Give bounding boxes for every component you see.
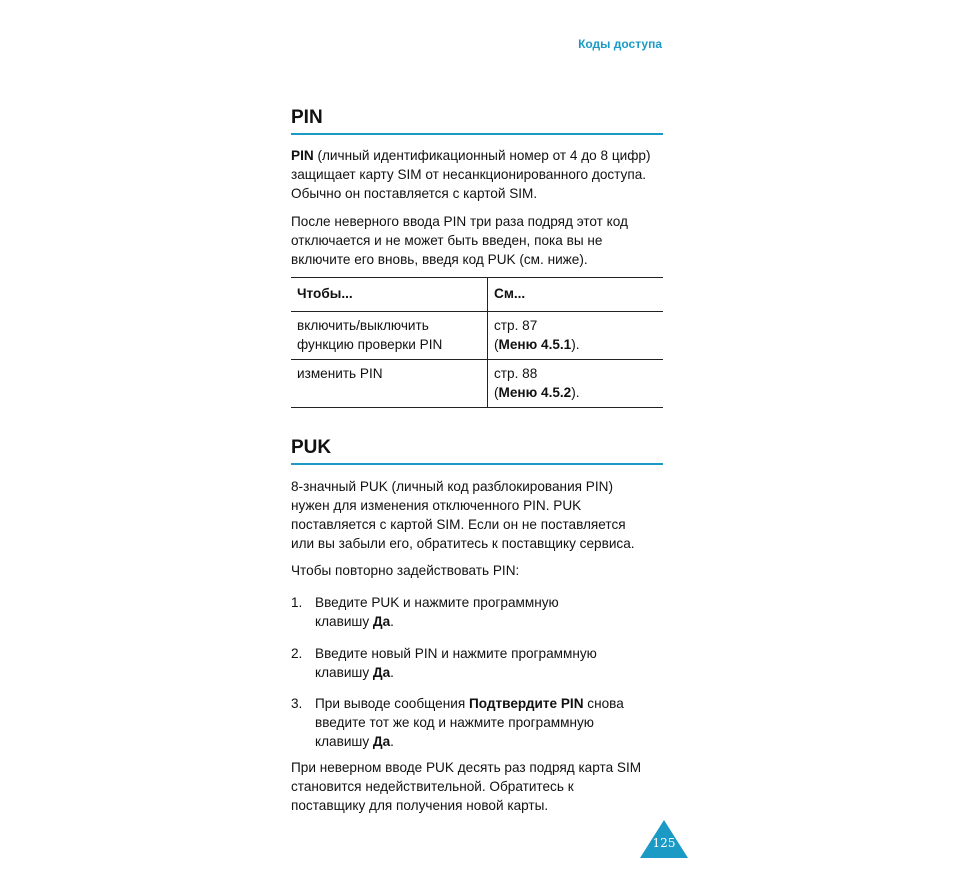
pin-p1-line-c: Обычно он поставляется с картой SIM. xyxy=(291,186,538,201)
page-number: 125 xyxy=(652,836,676,850)
step-tail: . xyxy=(390,665,394,680)
table-cell-action xyxy=(291,312,488,360)
pin-table-wrap xyxy=(291,277,663,408)
puk-p1-line: или вы забыли его, обратитесь к поставщику сервиса. xyxy=(291,536,635,551)
puk-p1-line: поставляется с картой SIM. Если он не поставляется xyxy=(291,517,626,532)
puk-heading: PUK xyxy=(291,437,663,465)
pin-paragraph-1 xyxy=(291,146,663,203)
step-message: Подтвердите PIN xyxy=(468,696,584,711)
pin-p2-line-a: После неверного ввода PIN три раза подряд этот код xyxy=(291,214,628,229)
pin-p2-line-c: включите его вновь, введя код PUK (см. ниже). xyxy=(291,252,588,267)
action-line: изменить PIN xyxy=(297,366,383,381)
step-line: При выводе сообщения xyxy=(315,696,469,711)
step-key: Да xyxy=(372,614,391,629)
table-cell-ref: стр. 88 (Меню 4.5.2). xyxy=(494,366,580,400)
puk-paragraph-2 xyxy=(291,561,663,580)
action-line: функцию проверки PIN xyxy=(297,337,443,352)
step-line: снова xyxy=(583,696,624,711)
puk-section xyxy=(291,437,663,465)
step-tail: . xyxy=(390,734,394,749)
pin-term: PIN xyxy=(291,148,314,163)
puk-paragraph-1 xyxy=(291,477,663,553)
pin-section xyxy=(291,107,663,135)
pin-table xyxy=(291,277,663,408)
table-cell-action xyxy=(291,360,488,408)
pin-p1-line-a: (личный идентификационный номер от 4 до 8 цифр) xyxy=(313,148,651,163)
list-item xyxy=(291,694,663,751)
pin-p2-line-b: отключается и не может быть введен, пока вы не xyxy=(291,233,603,248)
step-tail: . xyxy=(390,614,394,629)
puk-p3-line: поставщику для получения новой карты. xyxy=(291,798,549,813)
step-line: клавишу xyxy=(315,665,373,680)
ref-menu: Меню 4.5.2 xyxy=(498,385,572,400)
pin-heading: PIN xyxy=(291,107,663,135)
list-item xyxy=(291,593,663,631)
step-line: Введите новый PIN и нажмите программную xyxy=(315,646,597,661)
ref-page: стр. 87 xyxy=(494,318,538,333)
step-line: клавишу xyxy=(315,614,373,629)
step-number: 2. xyxy=(291,646,303,661)
step-line: клавишу xyxy=(315,734,373,749)
ref-page: стр. 88 xyxy=(494,366,538,381)
puk-p3-line: При неверном вводе PUK десять раз подряд карта SIM xyxy=(291,760,642,775)
page-number-badge xyxy=(640,820,688,858)
step-number: 1. xyxy=(291,595,303,610)
puk-p1-line: 8-значный PUK (личный код разблокирования PIN) xyxy=(291,479,613,494)
step-line: Введите PUK и нажмите программную xyxy=(315,595,559,610)
puk-paragraph-3 xyxy=(291,758,663,815)
puk-step-2-wrap xyxy=(291,644,663,682)
puk-p3-line: становится недействительной. Обратитесь к xyxy=(291,779,574,794)
puk-p1-line: нужен для изменения отключенного PIN. PUK xyxy=(291,498,582,513)
pin-p1-line-b: защищает карту SIM от несанкционированного доступа. xyxy=(291,167,647,182)
list-item xyxy=(291,644,663,682)
puk-step-3-wrap xyxy=(291,694,663,751)
step-key: Да xyxy=(372,734,391,749)
action-line: включить/выключить xyxy=(297,318,429,333)
table-header-row xyxy=(291,278,663,312)
table-row xyxy=(291,360,663,408)
ref-menu: Меню 4.5.1 xyxy=(498,337,572,352)
puk-p2: Чтобы повторно задействовать PIN: xyxy=(291,563,520,578)
step-number: 3. xyxy=(291,696,303,711)
table-cell-ref: стр. 87 (Меню 4.5.1). xyxy=(494,318,580,352)
pin-paragraph-2 xyxy=(291,212,663,269)
running-header: Коды доступа xyxy=(578,37,662,51)
table-row xyxy=(291,312,663,360)
puk-steps xyxy=(291,593,663,631)
table-header-action: Чтобы... xyxy=(291,278,488,312)
step-key: Да xyxy=(372,665,391,680)
step-line: введите тот же код и нажмите программную xyxy=(315,715,594,730)
table-header-ref: См... xyxy=(494,286,526,301)
